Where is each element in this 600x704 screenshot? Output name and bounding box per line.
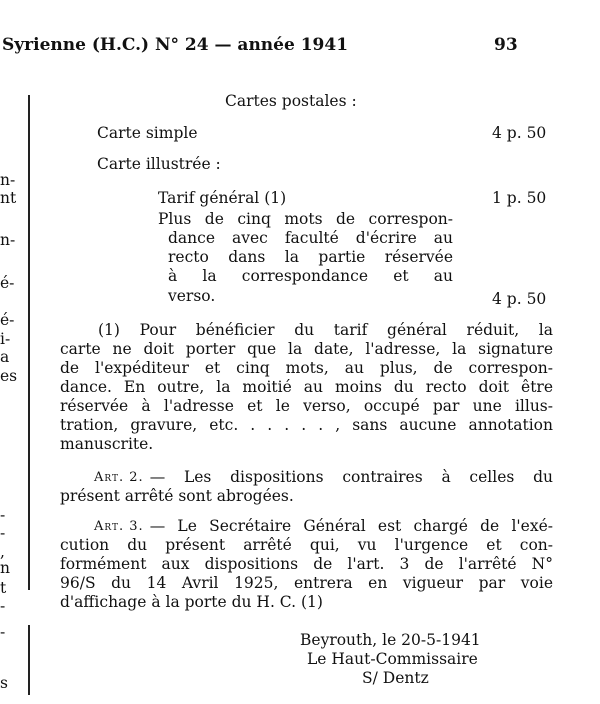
tariff-text-line: dance avec faculté d'écrire au bbox=[168, 229, 453, 247]
article-line: — Les dispositions contraires à celles du bbox=[149, 468, 553, 486]
fragment: - bbox=[0, 524, 6, 542]
tariff-label: Tarif général (1) bbox=[158, 189, 287, 207]
signature-name: S/ Dentz bbox=[362, 669, 429, 687]
fragment: s bbox=[0, 674, 8, 692]
subsection-heading: Carte illustrée : bbox=[97, 155, 221, 173]
fragment: n bbox=[0, 559, 10, 577]
footnote-line: manuscrite. bbox=[60, 435, 154, 453]
fragment: , bbox=[0, 543, 5, 561]
running-header-title: Syrienne (H.C.) N° 24 — année 1941 bbox=[2, 35, 349, 55]
article-label: Art. 2. bbox=[94, 470, 144, 485]
footnote-line: dance. En outre, la moitié au moins du recto doit être bbox=[60, 378, 553, 396]
signature-place-date: Beyrouth, le 20-5-1941 bbox=[300, 631, 481, 649]
footnote-line: (1) Pour bénéficier du tarif général réduit, la bbox=[98, 321, 553, 339]
article-line: présent arrêté sont abrogées. bbox=[60, 487, 294, 505]
signature-title: Le Haut-Commissaire bbox=[307, 650, 478, 668]
article-line: cution du présent arrêté qui, vu l'urgence et con- bbox=[60, 536, 553, 554]
article-label: Art. 3. bbox=[94, 519, 144, 534]
tariff-label: Carte simple bbox=[97, 124, 198, 142]
fragment: a bbox=[0, 348, 10, 366]
fragment: t bbox=[0, 579, 7, 597]
tariff-text-line: à la correspondance et au bbox=[168, 267, 453, 285]
article-line: — Le Secrétaire Général est chargé de l'exé- bbox=[149, 517, 553, 535]
fragment: - bbox=[0, 506, 6, 524]
fragment: - bbox=[0, 623, 6, 641]
article-line: 96/S du 14 Avril 1925, entrera en vigueur par voie bbox=[60, 574, 553, 592]
fragment: é- bbox=[0, 274, 15, 292]
tariff-price: 4 p. 50 bbox=[492, 290, 547, 308]
tariff-price: 4 p. 50 bbox=[492, 124, 547, 142]
article-line: d'affichage à la porte du H. C. (1) bbox=[60, 593, 323, 611]
tariff-text-line: verso. bbox=[168, 287, 216, 305]
tariff-text-line: recto dans la partie réservée bbox=[168, 248, 453, 266]
column-rule bbox=[28, 625, 30, 695]
article-line: formément aux dispositions de l'art. 3 de l'arrêté N° bbox=[60, 555, 553, 573]
column-rule bbox=[28, 95, 30, 590]
footnote-line: carte ne doit porter que la date, l'adresse, la signature bbox=[60, 340, 553, 358]
footnote-line: réservée à l'adresse et le verso, occupé par une illus- bbox=[60, 397, 553, 415]
fragment: n- bbox=[0, 231, 16, 249]
footnote-line: de l'expéditeur et cinq mots, au plus, de correspon- bbox=[60, 359, 553, 377]
page-number: 93 bbox=[494, 35, 518, 55]
fragment: - bbox=[0, 597, 6, 615]
tariff-text-line: Plus de cinq mots de correspon- bbox=[158, 210, 453, 228]
fragment: é- bbox=[0, 311, 15, 329]
footnote-line: tration, gravure, etc. . . . . . , sans aucune annotation bbox=[60, 416, 553, 434]
fragment: nt bbox=[0, 189, 17, 207]
section-heading: Cartes postales : bbox=[225, 92, 357, 110]
fragment: i- bbox=[0, 330, 11, 348]
fragment: n- bbox=[0, 171, 16, 189]
fragment: es bbox=[0, 367, 18, 385]
tariff-price: 1 p. 50 bbox=[492, 189, 547, 207]
